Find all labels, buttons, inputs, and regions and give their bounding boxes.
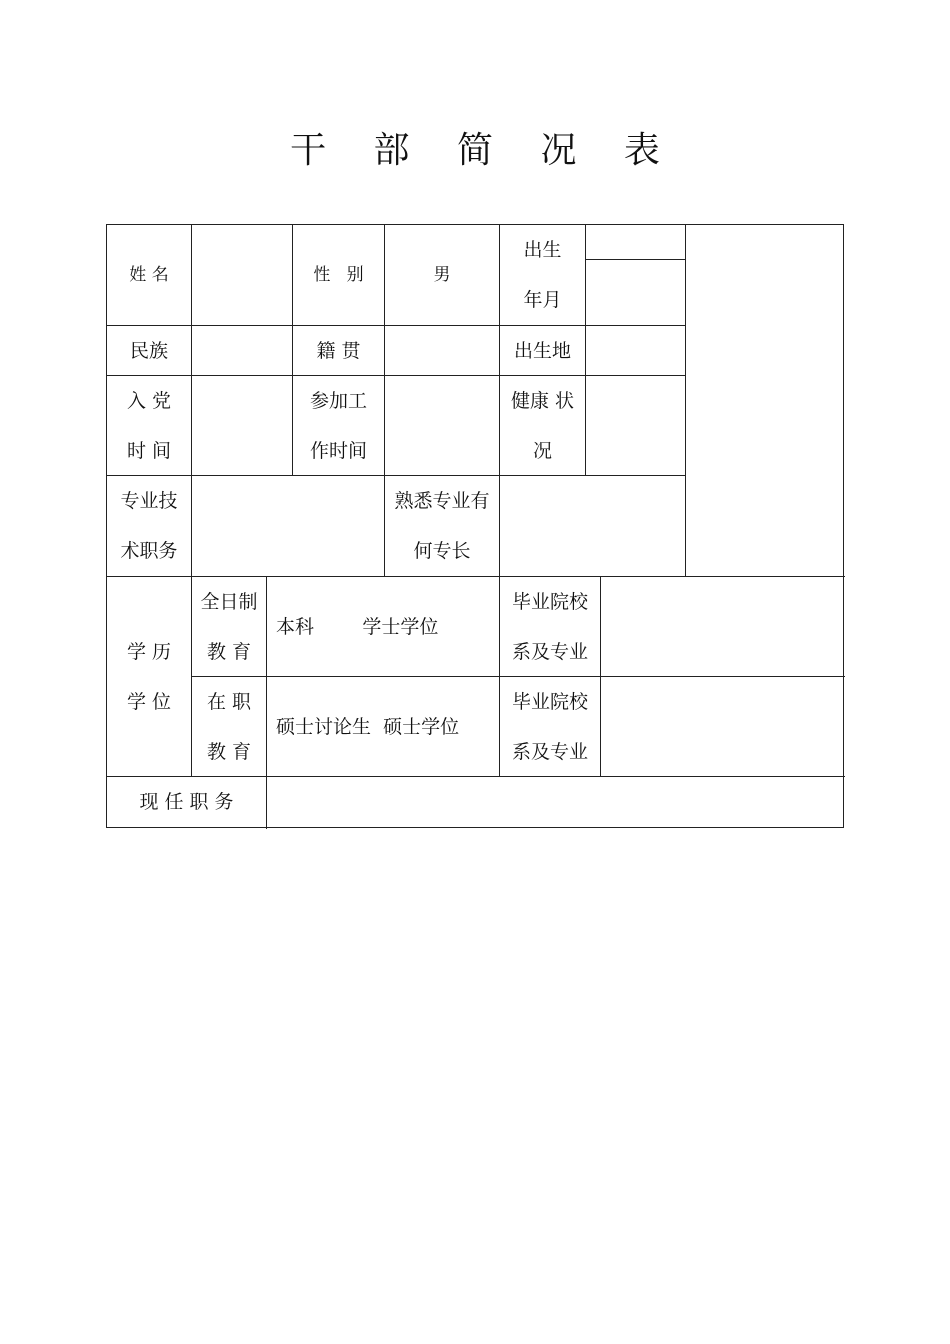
health-value[interactable] xyxy=(586,376,685,475)
work-start-label: 参加工 作时间 xyxy=(309,389,367,462)
birthplace-value[interactable] xyxy=(586,326,685,375)
technical-title-label: 专业技 术职务 xyxy=(120,490,178,562)
inservice-school-value[interactable] xyxy=(601,677,844,776)
current-position-label: 现 任 职 务 xyxy=(139,791,234,813)
photo-box[interactable] xyxy=(686,225,844,576)
fulltime-education-label: 全日制 教 育 xyxy=(200,590,258,663)
work-start-value[interactable] xyxy=(385,376,499,475)
native-place-value[interactable] xyxy=(385,326,499,375)
current-position-value[interactable] xyxy=(267,777,844,827)
birth-date-value-bottom[interactable] xyxy=(586,260,685,325)
fulltime-school-label: 毕业院校 系及专业 xyxy=(511,590,588,663)
health-label: 健康 状 况 xyxy=(510,389,575,462)
party-join-label: 入 党 时 间 xyxy=(126,389,172,462)
gender-value[interactable]: 男 xyxy=(433,265,451,285)
education-degree-label: 学 历 学 位 xyxy=(126,640,172,713)
technical-title-value[interactable] xyxy=(192,476,384,576)
name-value[interactable] xyxy=(192,225,292,325)
inservice-degree-value[interactable]: 硕士讨论生 硕士学位 xyxy=(276,715,460,738)
birthplace-label: 出生地 xyxy=(513,339,571,362)
gender-label: 性 别 xyxy=(313,265,364,285)
page-title: 干 部 简 况 表 xyxy=(290,130,678,171)
fulltime-school-value[interactable] xyxy=(601,577,844,676)
party-join-value[interactable] xyxy=(192,376,292,475)
cadre-info-form xyxy=(106,224,844,828)
expertise-value[interactable] xyxy=(500,476,685,576)
birth-date-label: 出生 年月 xyxy=(523,239,562,311)
birth-date-value-top[interactable] xyxy=(586,225,685,259)
inservice-education-label: 在 职 教 育 xyxy=(206,690,252,763)
expertise-label: 熟悉专业有 何专长 xyxy=(394,490,490,562)
ethnicity-label: 民族 xyxy=(129,339,168,362)
native-place-label: 籍 贯 xyxy=(316,339,361,362)
name-label: 姓 名 xyxy=(129,265,169,285)
fulltime-degree-value[interactable]: 本科 学士学位 xyxy=(276,615,439,638)
ethnicity-value[interactable] xyxy=(192,326,292,375)
inservice-school-label: 毕业院校 系及专业 xyxy=(511,690,588,763)
